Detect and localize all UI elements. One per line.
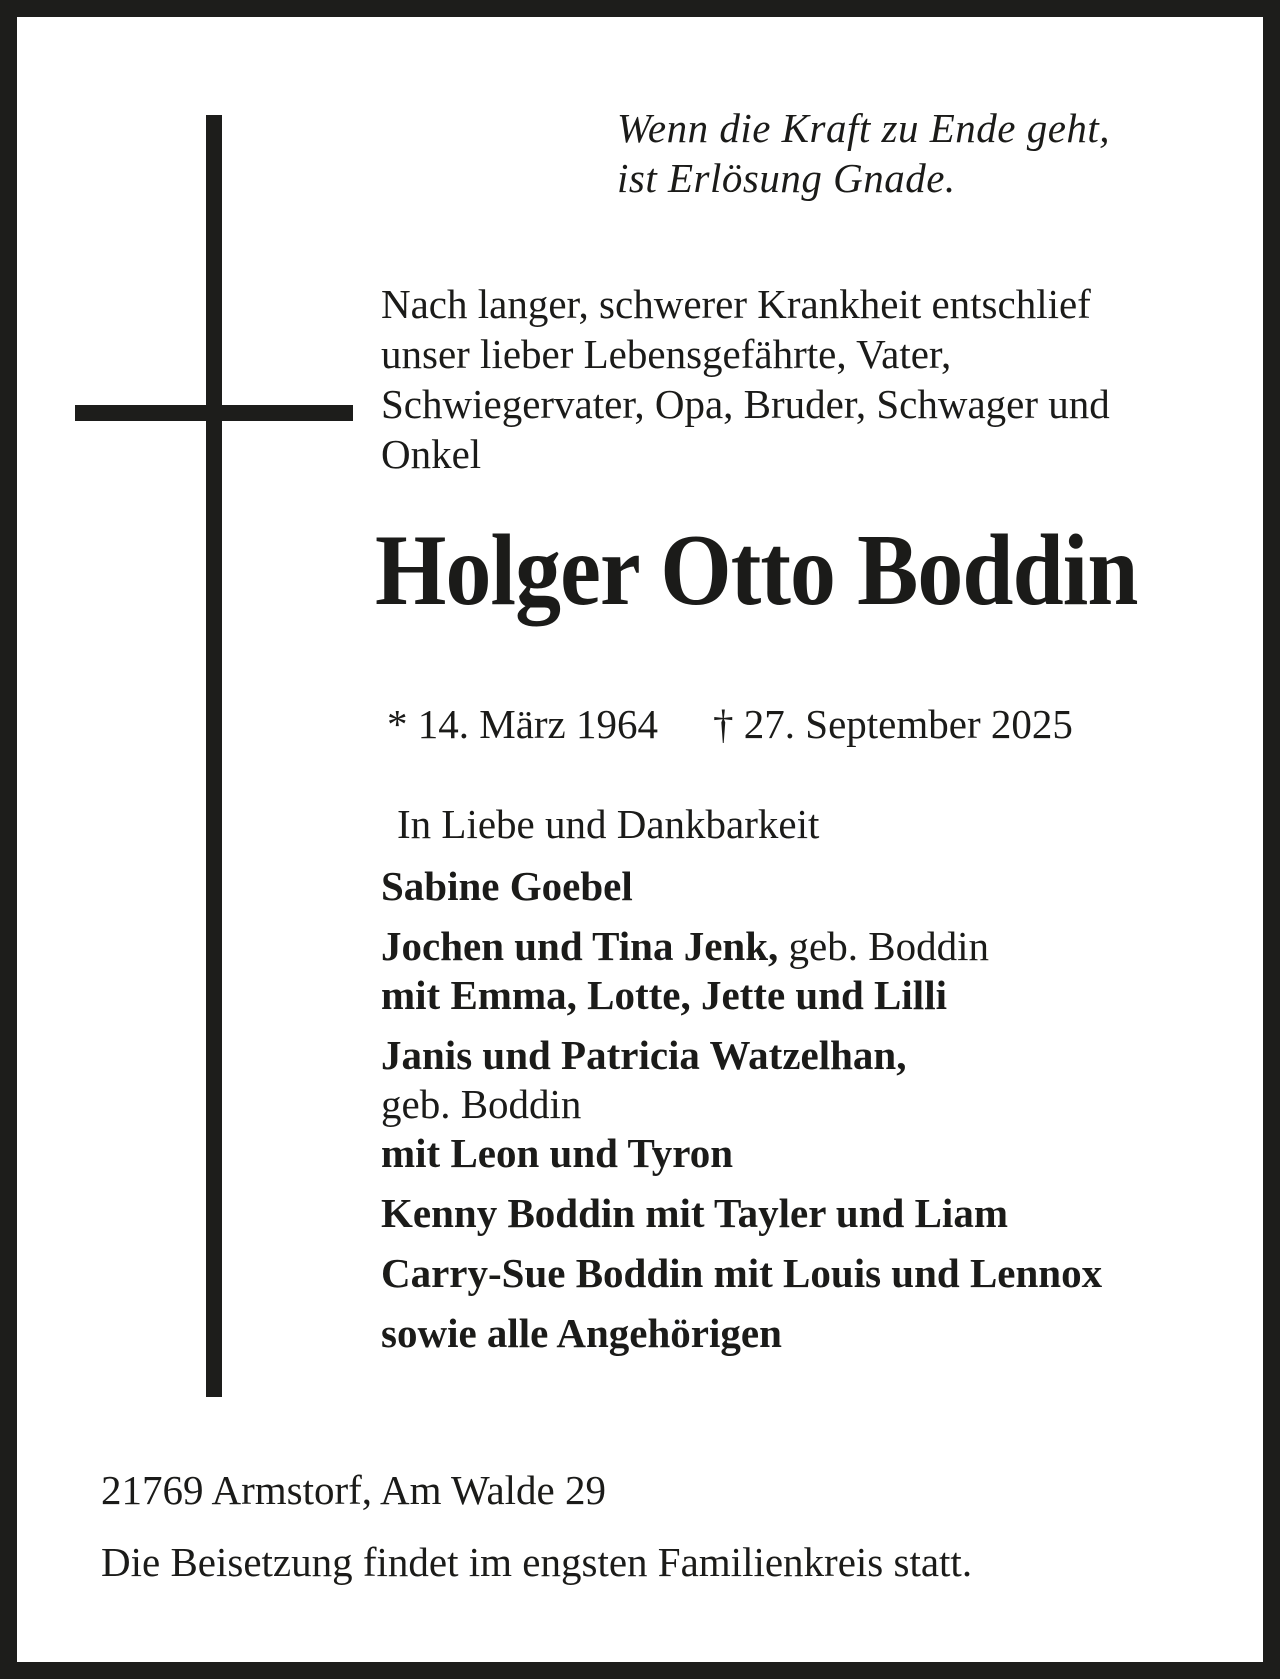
deceased-name: Holger Otto Boddin [375,514,1138,627]
mourner-name-bold: mit Emma, Lotte, Jette und Lilli [381,972,947,1018]
mourner-name-bold: Janis und Patricia Watzelhan, [381,1032,907,1078]
cross-vertical-bar [206,115,222,1397]
mourner-name-bold: mit Leon und Tyron [381,1130,734,1176]
cross-horizontal-bar [75,405,353,421]
death-date: † 27. September 2025 [713,701,1073,747]
mourner-line [381,1249,1102,1298]
mourner-name-regular: geb. Boddin [778,923,989,969]
mourner-name-bold: Jochen und Tina Jenk, [381,923,779,969]
address-line: 21769 Armstorf, Am Walde 29 [101,1467,606,1513]
birth-date: * 14. März 1964 [387,701,659,747]
intro-paragraph: Nach langer, schwerer Krankheit entschlief unser lieber Lebensgefährte, Vater, Schwiegervater, Opa, Bruder, Schwager und Onkel [381,281,1110,477]
mourner-name-bold: Carry-Sue Boddin mit Louis und Lennox [381,1250,1103,1296]
mourner-line [381,922,1102,971]
mourner-line [381,1129,1102,1178]
mourner-line [381,1189,1102,1238]
epigraph-line-1: Wenn die Kraft zu Ende geht, [617,105,1111,151]
epigraph-line-2: ist Erlösung Gnade. [617,155,956,201]
life-dates [387,699,1073,749]
mourner-line [381,1080,1102,1129]
mourner-line [381,1309,1102,1358]
mourners-list [381,862,1102,1358]
mourner-name-bold: sowie alle Angehörigen [381,1310,782,1356]
mourner-line [381,971,1102,1020]
mourner-line [381,862,1102,911]
mourner-name-bold: Sabine Goebel [381,863,633,909]
mourner-name-regular: geb. Boddin [381,1081,582,1127]
epigraph-quote [617,103,1110,203]
mourner-line [381,1031,1102,1080]
funeral-note: Die Beisetzung findet im engsten Familienkreis statt. [101,1539,973,1585]
salutation: In Liebe und Dankbarkeit [397,801,820,847]
mourner-name-bold: Kenny Boddin mit Tayler und Liam [381,1190,1008,1236]
